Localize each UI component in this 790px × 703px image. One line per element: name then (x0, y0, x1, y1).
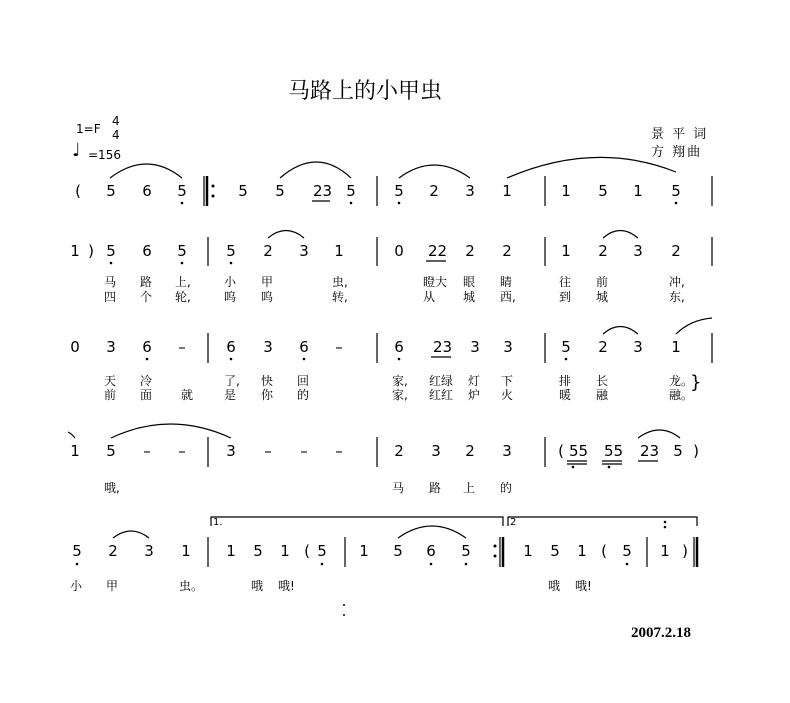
lyric: 小 (224, 275, 237, 289)
note: 5 (275, 182, 285, 200)
note: 2 (108, 542, 118, 560)
note: 6 (226, 338, 236, 356)
note: 1 (502, 182, 512, 200)
octave-dot (350, 202, 353, 205)
lyric: 小 (70, 579, 83, 593)
lyric: 睛 (500, 275, 513, 289)
lyric: 上, (175, 275, 191, 289)
lyric: 是 (224, 388, 237, 402)
verse-brace: } (690, 372, 702, 393)
note: 23 (640, 442, 660, 460)
note: 5 (226, 242, 236, 260)
lyric: 四 (104, 290, 117, 304)
note: 5 (238, 182, 248, 200)
note: 23 (433, 338, 453, 356)
slur (507, 157, 676, 178)
lyric: 红绿 (429, 374, 454, 388)
octave-dot (321, 563, 324, 566)
date-stamp: 2007.2.18 (631, 625, 691, 641)
note: 5 (106, 182, 116, 200)
note: 1 (523, 542, 533, 560)
note: 3 (299, 242, 309, 260)
lyric: 家, (392, 374, 408, 388)
dash: – (178, 442, 186, 460)
time-signature-bottom: 4 (112, 128, 120, 142)
note: 3 (431, 442, 441, 460)
lyric: 炉 (468, 388, 481, 402)
note: 3 (503, 338, 513, 356)
dash: – (264, 442, 272, 460)
lyric: 冲, (669, 275, 685, 289)
octave-dot (146, 358, 149, 361)
note: 3 (144, 542, 154, 560)
lyric: 快 (261, 374, 274, 388)
stray-dot (343, 614, 345, 616)
octave-dot (110, 262, 113, 265)
lyric: 暖 (559, 388, 572, 402)
note: 3 (633, 242, 643, 260)
octave-dot (430, 563, 433, 566)
lyric: 灯 (468, 374, 481, 388)
octave-dot (664, 521, 667, 524)
note: 6 (142, 242, 152, 260)
note: 2 (671, 242, 681, 260)
dash: – (143, 442, 151, 460)
note: 5 (393, 542, 403, 560)
lyric: 从 (423, 290, 436, 304)
lyric: 甲 (261, 275, 274, 289)
note: 6 (426, 542, 436, 560)
note: 1 (181, 542, 191, 560)
note: 1 (70, 442, 80, 460)
lyricist-credit: 景 平 词 (651, 127, 709, 142)
lyric: 城 (463, 290, 476, 304)
lyric: 路 (140, 275, 153, 289)
lyric: 上 (463, 481, 476, 495)
note: 1 (280, 542, 290, 560)
dash: – (178, 338, 186, 356)
open-paren: ( (558, 442, 564, 460)
note: 5 (561, 338, 571, 356)
volta-2-bracket (508, 517, 697, 526)
lyric: 回 (297, 374, 310, 388)
note: 5 (177, 242, 187, 260)
lyric: 天 (104, 374, 117, 388)
lyric: 虫。 (179, 579, 204, 593)
lyric: 甲 (106, 579, 119, 593)
slur (398, 526, 466, 538)
lyric: 融 (596, 388, 609, 402)
note: 1 (633, 182, 643, 200)
open-paren: ( (75, 182, 81, 200)
slur (399, 165, 470, 178)
note: 2 (465, 242, 475, 260)
octave-dot (181, 262, 184, 265)
lyric: 西, (500, 290, 516, 304)
open-paren: ( (601, 542, 607, 560)
note: 2 (394, 442, 404, 460)
repeat-dot (212, 185, 215, 188)
lyric: 往 (559, 275, 572, 289)
note: 3 (226, 442, 236, 460)
lyric: 哦! (278, 579, 295, 593)
slur (676, 318, 712, 334)
lyric: 哦 (251, 579, 264, 593)
close-paren: ) (682, 542, 688, 560)
lyric: 马 (104, 275, 117, 289)
octave-dot (76, 563, 79, 566)
lyric: 城 (596, 290, 609, 304)
lyric: 路 (429, 481, 442, 495)
note: 1 (226, 542, 236, 560)
note: 1 (671, 338, 681, 356)
lyric: 红红 (429, 388, 454, 402)
lyric: 马 (392, 481, 405, 495)
note: 0 (394, 242, 404, 260)
lyric: 呜 (224, 290, 237, 304)
octave-dot (675, 202, 678, 205)
lyric: 的 (500, 481, 513, 495)
slur (603, 231, 638, 239)
note: 2 (598, 338, 608, 356)
note: 3 (502, 442, 512, 460)
lyric: 呜 (261, 290, 274, 304)
octave-dot (398, 202, 401, 205)
lyric: 融。 (669, 388, 694, 402)
lyric: 转, (332, 290, 348, 304)
note: 1 (359, 542, 369, 560)
slur (111, 424, 231, 438)
note: 5 (72, 542, 82, 560)
note: 3 (263, 338, 273, 356)
slur (110, 164, 182, 178)
lyric: 冷 (140, 374, 153, 388)
lyric: 长 (596, 374, 609, 388)
note: 5 (550, 542, 560, 560)
dash: – (335, 338, 343, 356)
slur (280, 162, 351, 178)
octave-dot (230, 262, 233, 265)
close-paren: ) (88, 242, 94, 260)
time-signature-top: 4 (112, 114, 120, 128)
octave-dot (565, 358, 568, 361)
note: 2 (502, 242, 512, 260)
note: 1 (577, 542, 587, 560)
note: 5 (622, 542, 632, 560)
octave-dot (303, 358, 306, 361)
volta-1-bracket (211, 517, 503, 526)
lyric: 到 (559, 290, 572, 304)
lyric: 就 (181, 388, 194, 402)
note: 23 (313, 182, 333, 200)
note: 6 (394, 338, 404, 356)
note: 3 (106, 338, 116, 356)
close-paren: ) (693, 442, 699, 460)
slur (268, 231, 304, 239)
lyric: 前 (104, 388, 117, 402)
lyric: 哦! (575, 579, 592, 593)
lyric: 轮, (175, 290, 191, 304)
repeat-dot (494, 545, 497, 548)
note: 55 (569, 442, 589, 460)
lyric: 的 (297, 388, 310, 402)
repeat-dot (212, 195, 215, 198)
lyric: 火 (501, 388, 514, 402)
note: 6 (142, 338, 152, 356)
note: 6 (142, 182, 152, 200)
octave-dot (608, 466, 611, 469)
lyric: 虫, (332, 275, 348, 289)
lyric: 面 (140, 388, 153, 402)
octave-dot (572, 466, 575, 469)
note: 1 (660, 542, 670, 560)
note: 55 (604, 442, 624, 460)
dash: – (335, 442, 343, 460)
note: 1 (70, 242, 80, 260)
note: 22 (428, 242, 448, 260)
slur (68, 432, 75, 438)
lyric: 哦 (548, 579, 561, 593)
note: 0 (70, 338, 80, 356)
lyric: 了, (224, 374, 240, 388)
slur (113, 531, 149, 538)
volta-1-label: 1. (213, 517, 223, 528)
tempo-marking: =156 (88, 148, 121, 162)
lyric: 东, (669, 290, 685, 304)
octave-dot (626, 563, 629, 566)
composer-credit: 方 翔曲 (651, 145, 703, 160)
note: 5 (394, 182, 404, 200)
note: 1 (561, 182, 571, 200)
octave-dot (181, 202, 184, 205)
lyric: 个 (140, 290, 153, 304)
note: 5 (106, 242, 116, 260)
open-paren: ( (304, 542, 310, 560)
octave-dot (230, 358, 233, 361)
octave-dot (664, 526, 667, 529)
lyric: 哦, (104, 481, 120, 495)
note: 5 (671, 182, 681, 200)
note: 2 (598, 242, 608, 260)
note: 5 (598, 182, 608, 200)
note: 5 (253, 542, 263, 560)
note: 1 (334, 242, 344, 260)
note: 5 (317, 542, 327, 560)
lyric: 你 (261, 388, 274, 402)
stray-dot (343, 604, 345, 606)
lyric: 瞪大 (423, 275, 448, 289)
key-signature: 1=F (76, 122, 101, 136)
note: 3 (465, 182, 475, 200)
repeat-dot (494, 555, 497, 558)
note: 5 (177, 182, 187, 200)
note: 6 (299, 338, 309, 356)
note: 1 (561, 242, 571, 260)
lyric: 家, (392, 388, 408, 402)
lyric: 下 (501, 374, 514, 388)
dash: – (300, 442, 308, 460)
octave-dot (465, 563, 468, 566)
volta-2-label: 2 (510, 517, 517, 528)
note: 2 (429, 182, 439, 200)
note: 5 (346, 182, 356, 200)
lyric: 眼 (463, 275, 476, 289)
lyric: 排 (559, 374, 572, 388)
slur (638, 430, 680, 438)
quarter-note-icon: ♩ (72, 140, 81, 161)
note: 2 (263, 242, 273, 260)
note: 3 (633, 338, 643, 356)
note: 5 (106, 442, 116, 460)
slur (603, 327, 638, 335)
lyric: 前 (596, 275, 609, 289)
note: 3 (470, 338, 480, 356)
note: 2 (465, 442, 475, 460)
lyric: 龙。 (669, 374, 694, 388)
note: 5 (461, 542, 471, 560)
note: 5 (673, 442, 683, 460)
octave-dot (398, 358, 401, 361)
song-title: 马路上的小甲虫 (288, 79, 443, 104)
